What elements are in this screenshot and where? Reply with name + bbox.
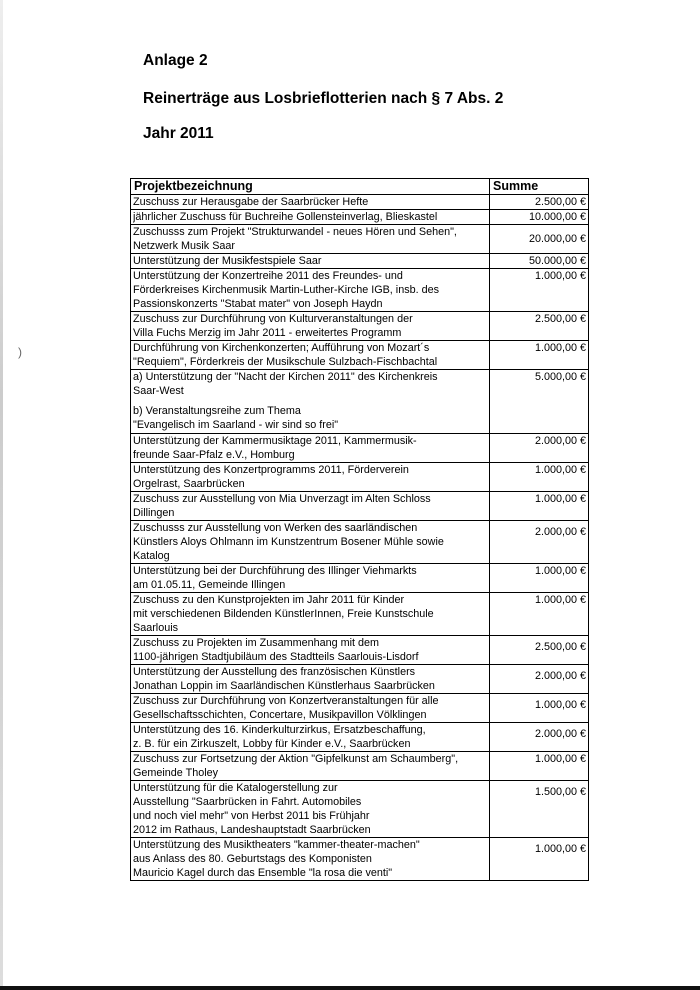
description-line: Gesellschaftsschichten, Concertare, Musikpavillon Völklingen (133, 709, 427, 722)
description-line: Orgelrast, Saarbrücken (133, 477, 245, 490)
amount-cell: 1.000,00 € (490, 563, 589, 592)
amount-cell: 1.000,00 € (490, 838, 589, 881)
description-line: Jonathan Loppin im Saarländischen Künstlerhaus Saarbrücken (133, 680, 435, 693)
amount-cell: 1.000,00 € (490, 491, 589, 520)
amount-cell: 1.000,00 € (490, 694, 589, 723)
description-line: Unterstützung für die Katalogerstellung zur (133, 782, 338, 795)
project-description (131, 838, 490, 881)
table-row (131, 254, 589, 269)
description-line: Zuschuss zur Fortsetzung der Aktion "Gipfelkunst am Schaumberg", (133, 753, 459, 766)
description-line: Zuschuss zu den Kunstprojekten im Jahr 2011 für Kinder (133, 593, 405, 606)
description-line: Unterstützung des Musiktheaters "kammer-theater-machen" (133, 839, 420, 852)
amount-cell: 2.000,00 € (490, 433, 589, 462)
description-line: Netzwerk Musik Saar (133, 240, 235, 253)
table-row (131, 752, 589, 781)
project-description (131, 781, 490, 838)
description-line: Dillingen (133, 506, 175, 519)
project-description (131, 195, 490, 210)
project-description (131, 433, 490, 462)
description-line: am 01.05.11, Gemeinde Illingen (133, 578, 286, 591)
project-description (131, 752, 490, 781)
project-description (131, 341, 490, 370)
description-line: 2012 im Rathaus, Landeshauptstadt Saarbrücken (133, 824, 371, 837)
table-row (131, 462, 589, 491)
project-description (131, 370, 490, 433)
description-line: b) Veranstaltungsreihe zum Thema (133, 405, 301, 418)
project-description (131, 312, 490, 341)
amount-cell: 5.000,00 € (490, 370, 589, 433)
description-line: Saarlouis (133, 621, 179, 634)
project-description (131, 520, 490, 563)
project-description (131, 491, 490, 520)
table-row (131, 520, 589, 563)
description-line: Ausstellung "Saarbrücken in Fahrt. Automobiles (133, 796, 362, 809)
table-row (131, 225, 589, 254)
description-line: aus Anlass des 80. Geburtstags des Komponisten (133, 853, 372, 866)
table-row (131, 781, 589, 838)
amount-cell: 2.500,00 € (490, 195, 589, 210)
description-line: z. B. für ein Zirkuszelt, Lobby für Kinder e.V., Saarbrücken (133, 738, 411, 751)
description-line: Passionskonzerts "Stabat mater" von Joseph Haydn (133, 298, 383, 311)
project-description (131, 694, 490, 723)
project-description (131, 225, 490, 254)
description-line: Zuschuss zur Durchführung von Kulturveranstaltungen der (133, 313, 413, 326)
description-line: Unterstützung des Konzertprogramms 2011, Förderverein (133, 463, 409, 476)
scan-artifact: ) (18, 345, 22, 359)
amount-cell: 10.000,00 € (490, 210, 589, 225)
amount-cell: 2.500,00 € (490, 635, 589, 664)
description-line: Gemeinde Tholey (133, 767, 219, 780)
description-line: a) Unterstützung der "Nacht der Kirchen 2011" des Kirchenkreis (133, 371, 438, 384)
description-line: Zuschusss zur Ausstellung von Werken des saarländischen (133, 521, 418, 534)
table-row (131, 723, 589, 752)
description-line: "Evangelisch im Saarland - wir sind so frei" (133, 419, 339, 432)
amount-cell: 50.000,00 € (490, 254, 589, 269)
table-row (131, 491, 589, 520)
table-row (131, 838, 589, 881)
table-row (131, 210, 589, 225)
project-description (131, 254, 490, 269)
table-row (131, 195, 589, 210)
amount-cell: 2.500,00 € (490, 312, 589, 341)
description-line: Unterstützung der Ausstellung des französischen Künstlers (133, 666, 416, 678)
amount-cell: 2.000,00 € (490, 665, 589, 694)
description-line: Zuschuss zur Herausgabe der Saarbrücker Hefte (133, 196, 369, 208)
amount-cell: 2.000,00 € (490, 723, 589, 752)
table-row (131, 694, 589, 723)
description-line: und noch viel mehr" von Herbst 2011 bis Frühjahr (133, 810, 370, 823)
project-description (131, 462, 490, 491)
description-line: Unterstützung der Kammermusiktage 2011, Kammermusik- (133, 434, 417, 447)
project-description (131, 210, 490, 225)
description-line: Saar-West (133, 385, 184, 398)
description-line: 1100-jährigen Stadtjubiläum des Stadtteils Saarlouis-Lisdorf (133, 650, 419, 663)
description-line: Künstlers Aloys Ohlmann im Kunstzentrum Bosener Mühle sowie (133, 535, 444, 548)
amount-cell: 1.000,00 € (490, 269, 589, 312)
table-row (131, 433, 589, 462)
project-description (131, 665, 490, 694)
table-row (131, 635, 589, 664)
description-line: jährlicher Zuschuss für Buchreihe Gollensteinverlag, Blieskastel (133, 211, 438, 224)
description-line: Unterstützung bei der Durchführung des Illinger Viehmarkts (133, 564, 417, 577)
project-description (131, 723, 490, 752)
project-description (131, 269, 490, 312)
description-line: Katalog (133, 549, 170, 562)
project-description (131, 563, 490, 592)
table-row (131, 370, 589, 433)
amount-cell: 1.000,00 € (490, 752, 589, 781)
amount-cell: 20.000,00 € (490, 225, 589, 254)
amount-cell: 1.500,00 € (490, 781, 589, 838)
description-line: Zuschusss zum Projekt "Strukturwandel - neues Hören und Sehen", (133, 226, 457, 239)
table-row (131, 312, 589, 341)
table-row (131, 563, 589, 592)
description-line: Unterstützung des 16. Kinderkulturzirkus, Ersatzbeschaffung, (133, 724, 426, 737)
attachment-label: Anlage 2 (143, 52, 208, 69)
description-line: "Requiem", Förderkreis der Musikschule Sulzbach-Fischbachtal (133, 356, 438, 369)
project-description (131, 592, 490, 635)
header-sum: Summe (490, 179, 589, 195)
description-line: Unterstützung der Musikfestspiele Saar (133, 255, 322, 268)
description-line: mit verschiedenen Bildenden KünstlerInnen, Freie Kunstschule (133, 607, 434, 620)
description-line: Unterstützung der Konzertreihe 2011 des Freundes- und (133, 270, 403, 283)
amount-cell: 1.000,00 € (490, 341, 589, 370)
amount-cell: 1.000,00 € (490, 462, 589, 491)
table-header-row (131, 179, 589, 195)
description-line: Zuschuss zur Ausstellung von Mia Unverzagt im Alten Schloss (133, 492, 431, 505)
description-line: Zuschuss zur Durchführung von Konzertveranstaltungen für alle (133, 695, 439, 708)
project-description (131, 635, 490, 664)
amount-cell: 2.000,00 € (490, 520, 589, 563)
scan-bottom-edge (0, 986, 700, 990)
table-row (131, 592, 589, 635)
description-line: Villa Fuchs Merzig im Jahr 2011 - erweitertes Programm (133, 327, 402, 340)
description-line: Durchführung von Kirchenkonzerten; Aufführung von Mozart´s (133, 342, 430, 355)
description-line: Mauricio Kagel durch das Ensemble "la rosa die venti" (133, 867, 393, 880)
lottery-revenue-table (130, 178, 589, 881)
table-row (131, 269, 589, 312)
description-line: Förderkreises Kirchenmusik Martin-Luther-Kirche IGB, insb. des (133, 284, 440, 297)
description-line: freunde Saar-Pfalz e.V., Homburg (133, 448, 295, 461)
scan-edge (0, 0, 3, 990)
header-project: Projektbezeichnung (131, 179, 490, 195)
document-title: Reinerträge aus Losbrieflotterien nach § 7 Abs. 2 (143, 90, 504, 107)
table-body (131, 195, 589, 881)
table-row (131, 665, 589, 694)
amount-cell: 1.000,00 € (490, 592, 589, 635)
table-row (131, 341, 589, 370)
document-year: Jahr 2011 (143, 125, 214, 142)
description-line: Zuschuss zu Projekten im Zusammenhang mit dem (133, 636, 380, 649)
